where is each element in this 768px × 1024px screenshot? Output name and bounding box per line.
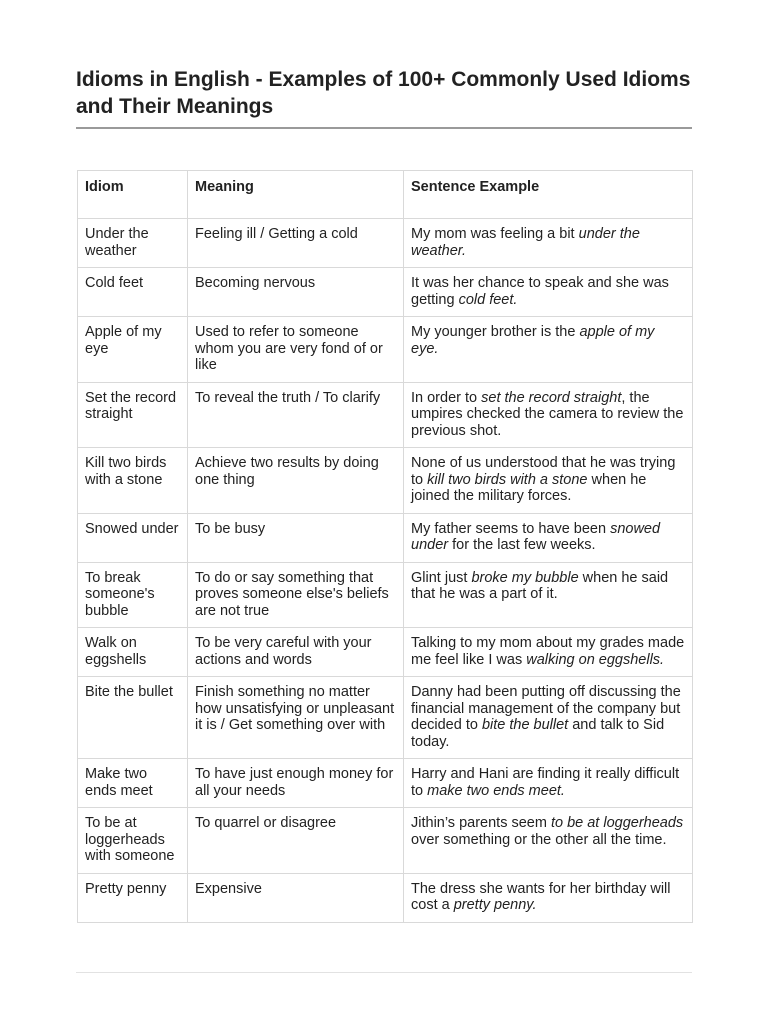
table-header-row	[78, 171, 693, 219]
idiom-cell: Walk on eggshells	[78, 628, 188, 677]
idiom-emphasis: to be at loggerheads	[550, 815, 684, 831]
meaning-cell: Feeling ill / Getting a cold	[188, 219, 404, 268]
table-row	[78, 317, 693, 383]
example-text: Jithin’s parents seem	[411, 815, 551, 831]
example-text: In order to	[411, 389, 482, 406]
table-row	[78, 677, 693, 759]
sentence-example-cell	[404, 448, 693, 514]
idiom-cell: Under the weather	[78, 219, 188, 268]
idiom-cell: Pretty penny	[78, 873, 188, 922]
sentence-example-cell	[404, 317, 693, 383]
idiom-cell: Set the record straight	[78, 382, 188, 448]
meaning-cell: To do or say something that proves someone else's beliefs are not true	[188, 562, 404, 628]
sentence-example-cell	[404, 382, 693, 448]
example-text: for the last few weeks.	[448, 537, 596, 553]
header-sentence-example: Sentence Example	[404, 171, 693, 219]
idiom-cell: Make two ends meet	[78, 759, 188, 808]
idiom-cell: Bite the bullet	[78, 677, 188, 759]
header-idiom: Idiom	[78, 171, 188, 219]
example-text: when he said that he was a part of it.	[411, 569, 669, 602]
idiom-emphasis: make two ends meet.	[427, 782, 565, 799]
idiom-emphasis: set the record straight	[481, 389, 622, 406]
idiom-emphasis: under the weather.	[411, 226, 640, 259]
example-text: when he joined the military forces.	[411, 471, 647, 504]
meaning-cell: To reveal the truth / To clarify	[188, 382, 404, 448]
example-text: Danny had been putting off discussing the financial management of the company but decided to	[411, 684, 681, 733]
table-row	[78, 219, 693, 268]
meaning-cell: Becoming nervous	[188, 268, 404, 317]
example-text: and talk to Sid today.	[411, 717, 665, 750]
idiom-cell: Kill two birds with a stone	[78, 448, 188, 514]
example-text: My younger brother is the	[411, 324, 580, 340]
sentence-example-cell	[404, 219, 693, 268]
idioms-table	[77, 170, 693, 923]
meaning-cell: Used to refer to someone whom you are very fond of or like	[188, 317, 404, 383]
bottom-divider	[76, 972, 692, 973]
idiom-cell: To be at loggerheads with someone	[78, 808, 188, 874]
header-meaning: Meaning	[188, 171, 404, 219]
table-row	[78, 759, 693, 808]
idiom-emphasis: apple of my eye.	[411, 324, 655, 357]
meaning-cell: Finish something no matter how unsatisfying or unpleasant it is / Get something over with	[188, 677, 404, 759]
table-row	[78, 873, 693, 922]
idiom-emphasis: snowed under	[411, 520, 661, 553]
example-text: , the umpires checked the camera to review the previous shot.	[411, 389, 684, 439]
example-text: Glint just	[411, 569, 472, 586]
idiom-emphasis: cold feet.	[458, 291, 518, 308]
table-body	[78, 219, 693, 923]
table-row	[78, 268, 693, 317]
idiom-cell: Snowed under	[78, 513, 188, 562]
table-row	[78, 448, 693, 514]
page-title: Idioms in English - Examples of 100+ Commonly Used Idioms and Their Meanings	[76, 68, 691, 118]
idiom-emphasis: walking on eggshells.	[526, 651, 665, 668]
sentence-example-cell	[404, 513, 693, 562]
table-row	[78, 808, 693, 874]
table-row	[78, 628, 693, 677]
idiom-emphasis: pretty penny.	[453, 897, 537, 913]
sentence-example-cell	[404, 873, 693, 922]
meaning-cell: To be busy	[188, 513, 404, 562]
idiom-cell: Apple of my eye	[78, 317, 188, 383]
idiom-cell: To break someone's bubble	[78, 562, 188, 628]
table-row	[78, 513, 693, 562]
example-text: My mom was feeling a bit	[411, 226, 579, 242]
meaning-cell: To quarrel or disagree	[188, 808, 404, 874]
sentence-example-cell	[404, 808, 693, 874]
table-row	[78, 382, 693, 448]
example-text: None of us understood that he was trying to	[411, 455, 676, 488]
example-text: Harry and Hani are finding it really difficult to	[411, 766, 680, 799]
sentence-example-cell	[404, 562, 693, 628]
sentence-example-cell	[404, 759, 693, 808]
idiom-emphasis: bite the bullet	[481, 717, 569, 733]
meaning-cell: Achieve two results by doing one thing	[188, 448, 404, 514]
title-divider	[76, 127, 692, 129]
table-row	[78, 562, 693, 628]
example-text: Talking to my mom about my grades made me feel like I was	[411, 635, 685, 668]
example-text: over something or the other all the time.	[411, 831, 667, 848]
meaning-cell: To be very careful with your actions and words	[188, 628, 404, 677]
sentence-example-cell	[404, 628, 693, 677]
example-text: It was her chance to speak and she was getting	[411, 275, 669, 308]
example-text: The dress she wants for her birthday will cost a	[411, 880, 671, 913]
sentence-example-cell	[404, 268, 693, 317]
idiom-emphasis: kill two birds with a stone	[427, 471, 588, 488]
meaning-cell: To have just enough money for all your needs	[188, 759, 404, 808]
sentence-example-cell	[404, 677, 693, 759]
idiom-cell: Cold feet	[78, 268, 188, 317]
meaning-cell: Expensive	[188, 873, 404, 922]
example-text: My father seems to have been	[411, 520, 611, 537]
idiom-emphasis: broke my bubble	[471, 569, 579, 586]
